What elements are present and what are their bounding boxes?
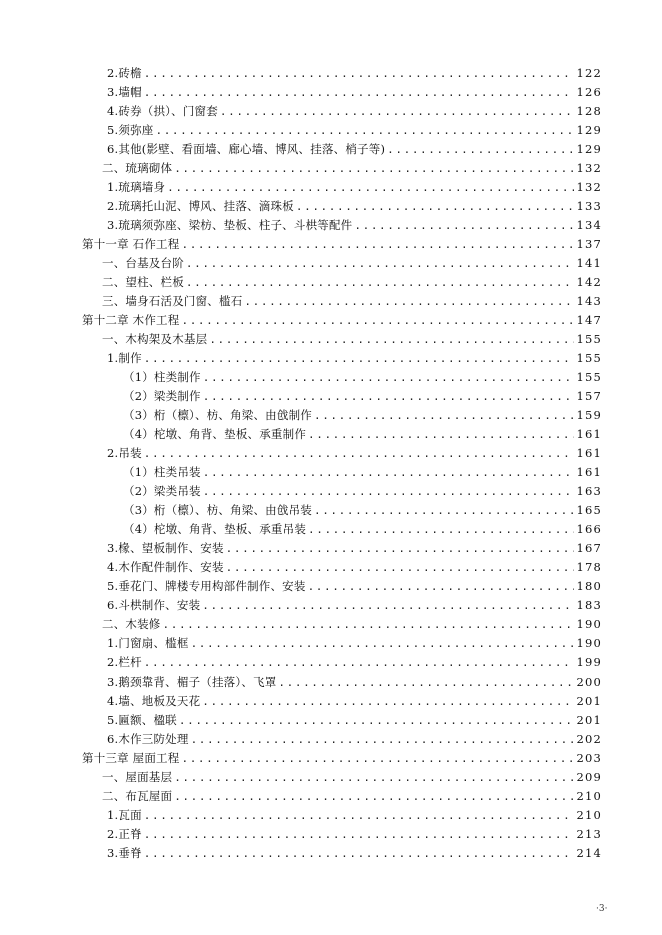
dot-leader: [179, 711, 575, 730]
toc-entry-page: 129: [576, 123, 602, 138]
toc-entry-label: 1.制作: [107, 351, 142, 366]
toc-entry: [82, 121, 602, 140]
toc-entry-label: 6.木作三防处理: [107, 731, 189, 746]
toc-entry-label: 5.匾额、楹联: [107, 712, 177, 727]
toc-entry-page: 213: [576, 826, 602, 841]
dot-leader: [144, 653, 575, 672]
toc-entry: [82, 501, 602, 520]
toc-entry: [82, 730, 602, 749]
toc-entry: [82, 159, 602, 178]
toc-entry-page: 161: [576, 446, 602, 461]
dot-leader: [167, 178, 574, 197]
toc-entry-page: 199: [576, 655, 602, 670]
toc-entry: [82, 463, 602, 482]
toc-entry: [82, 311, 602, 330]
toc-entry-page: 183: [576, 598, 602, 613]
dot-leader: [203, 387, 575, 406]
dot-leader: [203, 463, 575, 482]
dot-leader: [314, 406, 574, 425]
toc-entry-page: 210: [576, 788, 602, 803]
toc-entry: [82, 844, 602, 863]
toc-entry-label: （1）柱类制作: [123, 370, 201, 385]
toc-entry: [82, 292, 602, 311]
toc-entry-page: 202: [576, 731, 602, 746]
toc-entry: [82, 749, 602, 768]
toc-entry: [82, 577, 602, 596]
toc-entry: [82, 197, 602, 216]
dot-leader: [387, 140, 574, 159]
toc-entry-page: 155: [576, 370, 602, 385]
toc-entry: [82, 768, 602, 787]
dot-leader: [220, 102, 575, 121]
toc-entry-label: 6.其他(影壁、看面墙、廊心墙、博风、挂落、梢子等): [107, 142, 386, 157]
toc-entry: [82, 102, 602, 121]
toc-entry-label: 二、望柱、栏板: [102, 275, 184, 290]
toc-entry-page: 163: [576, 484, 602, 499]
toc-entry-label: 二、琉璃砌体: [102, 161, 173, 176]
toc-entry-page: 147: [576, 313, 602, 328]
dot-leader: [202, 692, 574, 711]
toc-entry-label: 第十三章 屋面工程: [82, 750, 180, 765]
dot-leader: [144, 64, 575, 83]
dot-leader: [144, 806, 575, 825]
toc-entry: [82, 216, 602, 235]
dot-leader: [296, 197, 575, 216]
toc-entry-page: 178: [576, 560, 602, 575]
dot-leader: [174, 768, 574, 787]
toc-entry-label: 一、屋面基层: [102, 769, 173, 784]
toc-entry-page: 132: [576, 180, 602, 195]
toc-entry-page: 180: [576, 579, 602, 594]
toc-entry-page: 161: [576, 465, 602, 480]
toc-entry-label: 6.斗栱制作、安装: [107, 598, 201, 613]
dot-leader: [144, 825, 575, 844]
toc-entry-page: 210: [576, 807, 602, 822]
toc-entry-label: （3）桁（檩）、枋、角梁、由戗吊装: [123, 503, 312, 518]
toc-entry-page: 203: [576, 750, 602, 765]
dot-leader: [186, 254, 575, 273]
toc-entry-label: （2）梁类制作: [123, 389, 201, 404]
dot-leader: [354, 216, 574, 235]
table-of-contents: [82, 64, 602, 863]
dot-leader: [144, 844, 575, 863]
toc-entry: [82, 692, 602, 711]
toc-entry-page: 159: [576, 408, 602, 423]
toc-entry-label: 一、木构架及木基层: [102, 332, 208, 347]
toc-entry-label: （3）桁（檩）、枋、角梁、由戗制作: [123, 408, 312, 423]
toc-entry-label: 5.垂花门、牌楼专用构部件制作、安装: [107, 579, 306, 594]
toc-entry: [82, 520, 602, 539]
toc-entry: [82, 711, 602, 730]
toc-entry: [82, 83, 602, 102]
toc-entry: [82, 653, 602, 672]
toc-entry-page: 190: [576, 636, 602, 651]
dot-leader: [174, 159, 574, 178]
toc-entry: [82, 615, 602, 634]
dot-leader: [226, 539, 575, 558]
toc-entry-page: 132: [576, 161, 602, 176]
toc-entry-label: （4）柁墩、角背、垫板、承重吊装: [123, 522, 307, 537]
toc-entry-label: 第十二章 木作工程: [82, 313, 180, 328]
toc-entry-page: 165: [576, 503, 602, 518]
toc-entry-page: 201: [576, 693, 602, 708]
dot-leader: [308, 520, 574, 539]
toc-entry: [82, 444, 602, 463]
toc-entry: [82, 349, 602, 368]
toc-entry-label: 1.瓦面: [107, 807, 142, 822]
dot-leader: [163, 615, 575, 634]
toc-entry-page: 161: [576, 427, 602, 442]
dot-leader: [314, 501, 574, 520]
toc-entry: [82, 539, 602, 558]
dot-leader: [144, 83, 575, 102]
dot-leader: [155, 121, 574, 140]
toc-entry-page: 133: [576, 199, 602, 214]
dot-leader: [308, 425, 574, 444]
toc-entry: [82, 368, 602, 387]
toc-entry-label: 一、台基及台阶: [102, 256, 184, 271]
dot-leader: [244, 292, 574, 311]
toc-entry-label: 3.椽、望板制作、安装: [107, 541, 224, 556]
toc-entry-page: 122: [576, 66, 602, 80]
toc-entry-label: （2）梁类吊装: [123, 484, 201, 499]
toc-entry-page: 126: [576, 85, 602, 100]
toc-entry-label: 二、木装修: [102, 617, 161, 632]
toc-entry-page: 209: [576, 769, 602, 784]
toc-entry-label: 5.须弥座: [107, 123, 154, 138]
toc-entry: [82, 558, 602, 577]
toc-entry-label: 3.琉璃须弥座、梁枋、垫板、柱子、斗栱等配件: [107, 218, 353, 233]
toc-entry-page: 142: [576, 275, 602, 290]
toc-entry-page: 134: [576, 218, 602, 233]
dot-leader: [191, 634, 575, 653]
dot-leader: [191, 730, 575, 749]
toc-entry-label: 4.砖券（拱）、门窗套: [107, 104, 218, 119]
toc-entry-page: 143: [576, 294, 602, 309]
toc-entry-page: 214: [576, 845, 602, 860]
toc-entry-label: 3.垂脊: [107, 845, 142, 860]
toc-entry: [82, 140, 602, 159]
toc-entry-page: 129: [576, 142, 602, 157]
toc-entry-label: 二、布瓦屋面: [102, 788, 173, 803]
toc-entry: [82, 64, 602, 83]
dot-leader: [203, 368, 575, 387]
dot-leader: [226, 558, 575, 577]
toc-entry-page: 155: [576, 351, 602, 366]
toc-entry-label: 1.琉璃墙身: [107, 180, 166, 195]
dot-leader: [144, 444, 575, 463]
toc-entry: [82, 673, 602, 692]
toc-entry-page: 167: [576, 541, 602, 556]
toc-entry-page: 141: [576, 256, 602, 271]
dot-leader: [181, 311, 574, 330]
toc-entry-label: 2.栏杆: [107, 655, 142, 670]
toc-entry-page: 155: [576, 332, 602, 347]
dot-leader: [144, 349, 575, 368]
toc-entry-label: 第十一章 石作工程: [82, 237, 180, 252]
dot-leader: [308, 577, 575, 596]
toc-entry-page: 200: [576, 674, 602, 689]
page-number: ·3·: [596, 904, 608, 914]
toc-entry: [82, 330, 602, 349]
toc-entry-label: 2.琉璃托山泥、博风、挂落、滴珠板: [107, 199, 294, 214]
toc-entry: [82, 787, 602, 806]
toc-entry: [82, 425, 602, 444]
toc-entry: [82, 235, 602, 254]
toc-entry-label: 4.木作配件制作、安装: [107, 560, 224, 575]
dot-leader: [202, 596, 574, 615]
toc-entry-label: （4）柁墩、角背、垫板、承重制作: [123, 427, 307, 442]
toc-entry-label: 2.吊装: [107, 446, 142, 461]
toc-entry-page: 190: [576, 617, 602, 632]
dot-leader: [203, 482, 575, 501]
dot-leader: [181, 749, 574, 768]
toc-entry-label: 3.鹅颈靠背、楣子（挂落）、飞罩: [107, 674, 277, 689]
toc-entry-page: 157: [576, 389, 602, 404]
toc-entry: [82, 825, 602, 844]
dot-leader: [174, 787, 574, 806]
toc-entry-label: 4.墙、地板及天花: [107, 693, 201, 708]
dot-leader: [181, 235, 574, 254]
toc-entry-label: 三、墙身石活及门窗、槛石: [102, 294, 243, 309]
toc-entry: [82, 178, 602, 197]
toc-entry: [82, 634, 602, 653]
toc-entry: [82, 406, 602, 425]
toc-entry-page: 137: [576, 237, 602, 252]
toc-entry-label: 3.墙帽: [107, 85, 142, 100]
toc-entry-label: 2.正脊: [107, 826, 142, 841]
toc-entry: [82, 806, 602, 825]
toc-entry: [82, 596, 602, 615]
toc-entry: [82, 273, 602, 292]
toc-entry: [82, 387, 602, 406]
dot-leader: [209, 330, 574, 349]
dot-leader: [186, 273, 575, 292]
toc-entry-label: （1）柱类吊装: [123, 465, 201, 480]
toc-entry-page: 166: [576, 522, 602, 537]
dot-leader: [278, 673, 574, 692]
toc-entry-label: 2.砖檐: [107, 66, 142, 80]
toc-entry-page: 201: [576, 712, 602, 727]
toc-entry: [82, 254, 602, 273]
toc-entry-label: 1.门窗扇、槛框: [107, 636, 189, 651]
toc-entry: [82, 482, 602, 501]
toc-entry-page: 128: [576, 104, 602, 119]
